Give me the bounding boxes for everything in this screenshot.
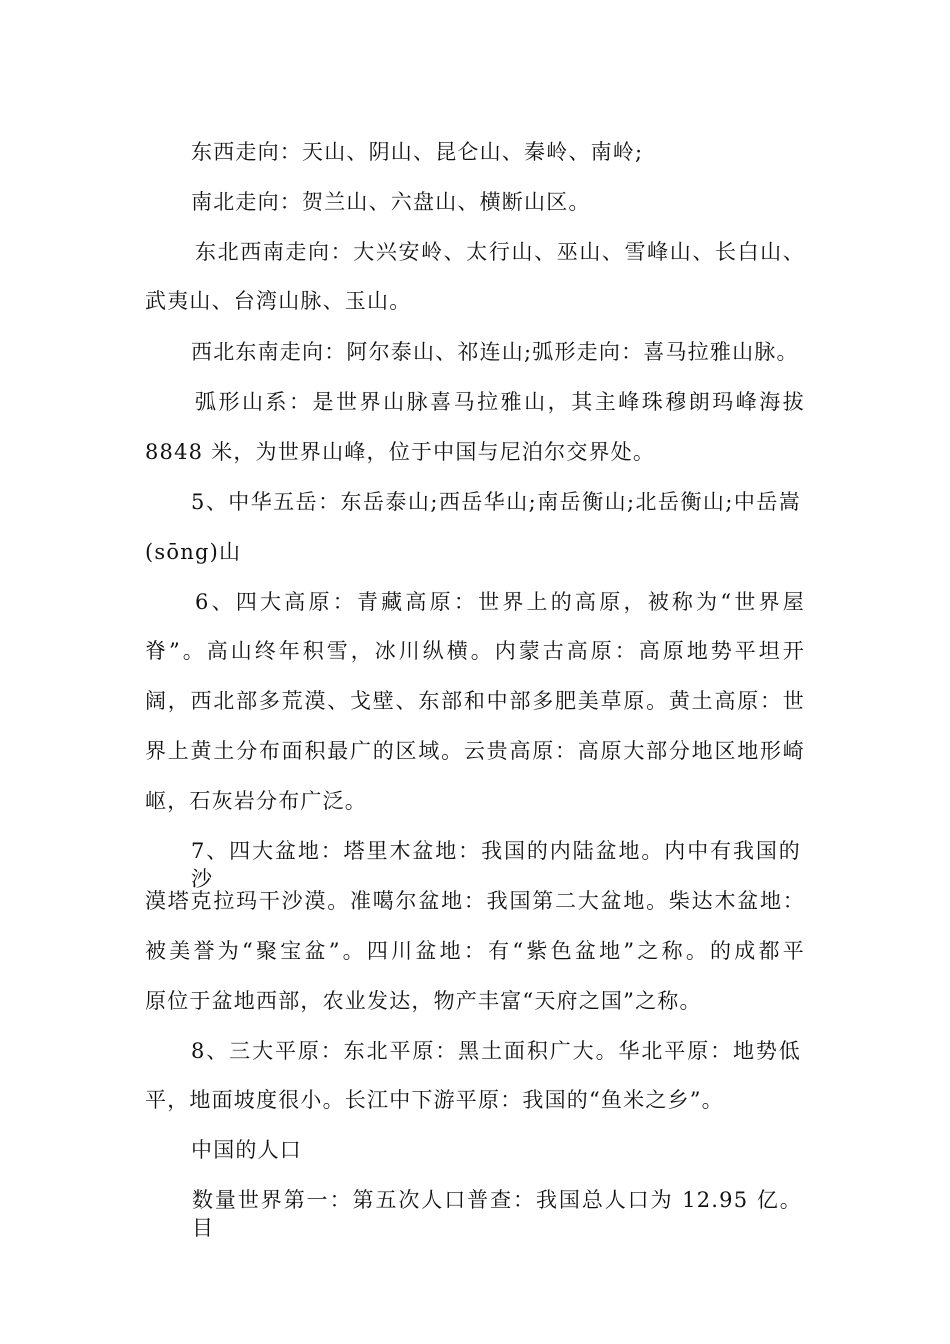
text-line: 7、四大盆地：塔里木盆地：我国的内陆盆地。内中有我国的沙: [191, 839, 801, 891]
text-line: 东西走向：天山、阴山、昆仑山、秦岭、南岭;: [191, 140, 644, 164]
text-line: 被美誉为“聚宝盆”。四川盆地：有“紫色盆地”之称。的成都平: [145, 939, 805, 963]
text-line: 原位于盆地西部，农业发达，物产丰富“天府之国”之称。: [145, 989, 702, 1013]
text-line: 岖，石灰岩分布广泛。: [145, 789, 367, 813]
text-line: 阔，西北部多荒漠、戈壁、东部和中部多肥美草原。黄土高原：世: [145, 689, 805, 713]
section-heading: 中国的人口: [191, 1138, 302, 1162]
text-line: 南北走向：贺兰山、六盘山、横断山区。: [191, 190, 591, 214]
text-line: 数量世界第一：第五次人口普查：我国总人口为 12.95 亿。目: [192, 1188, 802, 1240]
text-line: 8、三大平原：东北平原：黑土面积广大。华北平原：地势低: [191, 1039, 801, 1063]
text-line: 东北西南走向：大兴安岭、太行山、巫山、雪峰山、长白山、: [195, 240, 805, 264]
text-line: 界上黄土分布面积最广的区域。云贵高原：高原大部分地区地形崎: [145, 739, 805, 763]
text-line: (sōng)山: [145, 540, 242, 564]
text-line: 西北东南走向：阿尔泰山、祁连山;弧形走向：喜马拉雅山脉。: [191, 340, 799, 364]
text-line: 武夷山、台湾山脉、玉山。: [145, 289, 412, 313]
text-line: 5、中华五岳：东岳泰山;西岳华山;南岳衡山;北岳衡山;中岳嵩: [191, 490, 801, 514]
text-line: 6、四大高原：青藏高原：世界上的高原，被称为“世界屋: [195, 590, 805, 614]
text-line: 脊”。高山终年积雪，冰川纵横。内蒙古高原：高原地势平坦开: [145, 639, 805, 663]
text-line: 平，地面坡度很小。长江中下游平原：我国的“鱼米之乡”。: [145, 1088, 724, 1112]
text-line: 8848 米，为世界山峰，位于中国与尼泊尔交界处。: [145, 440, 656, 464]
text-line: 弧形山系：是世界山脉喜马拉雅山，其主峰珠穆朗玛峰海拔: [195, 390, 805, 414]
text-line: 漠塔克拉玛干沙漠。准噶尔盆地：我国第二大盆地。柴达木盆地：: [145, 889, 805, 913]
